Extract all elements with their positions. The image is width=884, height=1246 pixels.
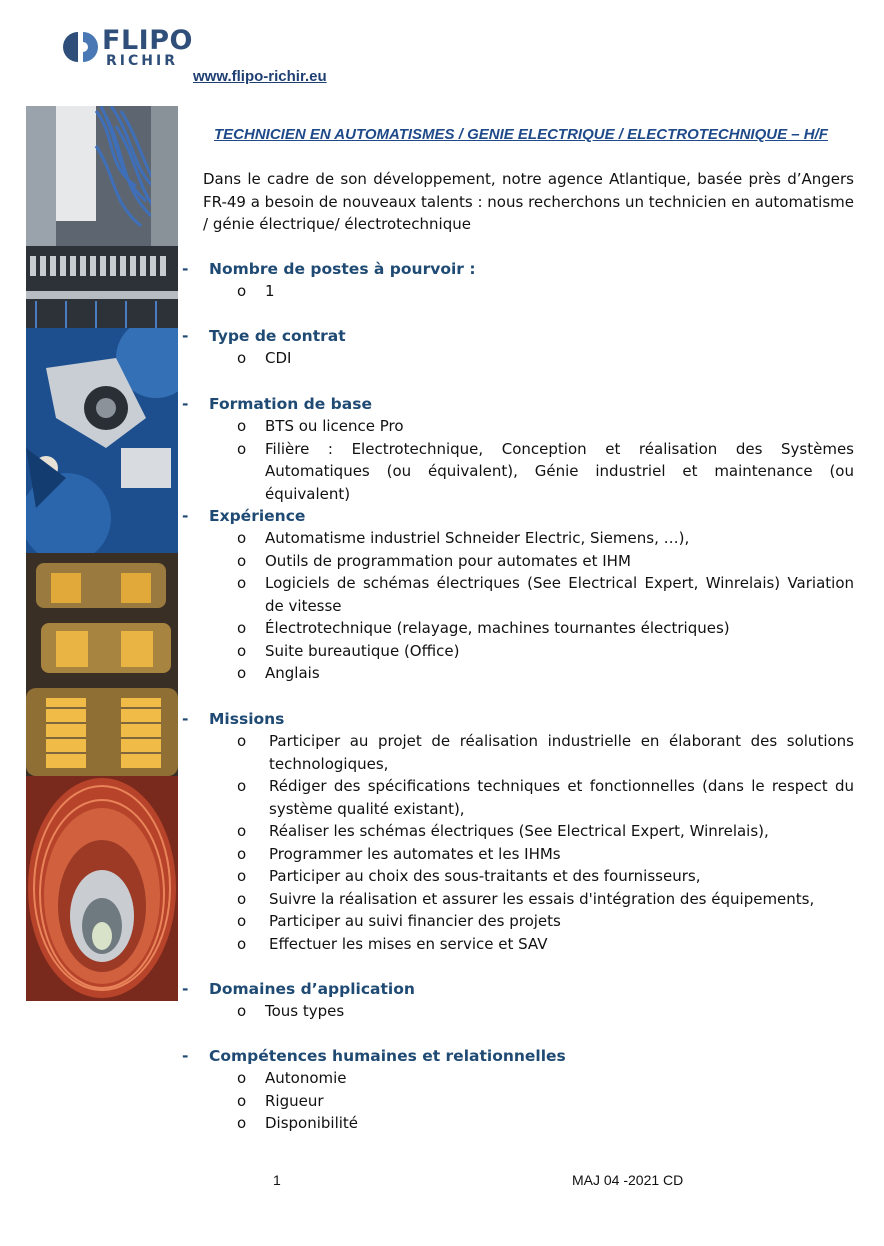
update-note: MAJ 04 -2021 CD (572, 1172, 684, 1188)
section-postes (182, 258, 854, 303)
stator-winding-image (26, 776, 178, 1001)
photo-strip (26, 106, 178, 1001)
list-item: o Automatisme industriel Schneider Electric, Siemens, …), (237, 529, 690, 547)
list-item: o Logiciels de schémas électriques (See Electrical Expert, Winrelais) Variation de vitesse (237, 574, 854, 615)
list-item: o 1 (237, 282, 275, 300)
logo-mark-icon (62, 28, 100, 66)
section-heading (182, 505, 854, 527)
list-item: o BTS ou licence Pro (237, 417, 404, 435)
section-heading (182, 978, 854, 1000)
section-heading (182, 258, 854, 280)
website-link[interactable]: www.flipo-richir.eu (193, 68, 327, 85)
page-number: 1 (273, 1172, 281, 1188)
list-item: o Réaliser les schémas électriques (See Electrical Expert, Winrelais), (237, 822, 769, 840)
item-list (182, 1000, 854, 1023)
dash-bullet: - (182, 1047, 189, 1065)
item-list (182, 730, 854, 955)
list-item: o Effectuer les mises en service et SAV (237, 934, 548, 953)
dash-bullet: - (182, 507, 189, 525)
dash-bullet: - (182, 395, 189, 413)
dash-bullet: - (182, 260, 189, 278)
list-item: o Outils de programmation pour automates et IHM (237, 551, 631, 570)
section-domaines (182, 978, 854, 1023)
list-item: o Disponibilité (237, 1114, 359, 1132)
dash-bullet: - (182, 710, 189, 728)
list-item: o Participer au choix des sous-traitants et des fournisseurs, (237, 867, 701, 885)
list-item: o Électrotechnique (relayage, machines tournantes électriques) (237, 619, 730, 637)
heading-label: Nombre de postes à pourvoir : (209, 260, 476, 278)
electrical-cabinet-image (26, 106, 178, 328)
section-competences (182, 1045, 854, 1135)
list-item: o Rédiger des spécifications techniques et fonctionnelles (dans le respect du système qualité existant), (237, 777, 854, 818)
dash-bullet: - (182, 980, 189, 998)
section-heading (182, 325, 854, 347)
item-list (182, 1067, 854, 1135)
list-item: o Rigueur (237, 1091, 324, 1110)
heading-label: Missions (209, 710, 285, 728)
intro-paragraph: Dans le cadre de son développement, notre agence Atlantique, basée près d’Angers FR-49 a besoin de nouveaux talents : nous recherchons un technicien en automatisme / génie électrique/ électrotechnique (203, 170, 854, 233)
list-item: o Autonomie (237, 1069, 347, 1087)
list-item: o Tous types (237, 1002, 345, 1020)
item-list (182, 347, 854, 370)
section-experience (182, 505, 854, 685)
heading-label: Expérience (209, 507, 306, 525)
heading-label: Formation de base (209, 395, 372, 413)
list-item: o Filière : Electrotechnique, Conception et réalisation des Systèmes Automatiques (ou équivalent), Génie industriel et maintenance (ou équivalent) (237, 439, 854, 503)
heading-label: Domaines d’application (209, 980, 415, 998)
copper-coil-image (26, 553, 178, 776)
list-item: o Participer au suivi financier des projets (237, 912, 561, 930)
section-contrat (182, 325, 854, 370)
list-item: o Programmer les automates et les IHMs (237, 844, 561, 863)
section-missions (182, 708, 854, 955)
list-item: o Suivre la réalisation et assurer les essais d'intégration des équipements, (237, 889, 815, 908)
list-item: o Suite bureautique (Office) (237, 641, 460, 660)
logo-subword: RICHIR (106, 53, 178, 69)
item-list (182, 527, 854, 685)
section-heading (182, 708, 854, 730)
logo-word: FLIPO (102, 25, 193, 56)
item-list (182, 415, 854, 505)
heading-label: Compétences humaines et relationnelles (209, 1047, 566, 1065)
item-list (182, 280, 854, 303)
job-title: TECHNICIEN EN AUTOMATISMES / GENIE ELECTRIQUE / ELECTROTECHNIQUE – H/F (214, 126, 828, 143)
machine-part-image (26, 328, 178, 553)
section-heading (182, 1045, 854, 1067)
section-formation (182, 393, 854, 505)
list-item: o CDI (237, 349, 292, 367)
list-item: o Participer au projet de réalisation industrielle en élaborant des solutions technologiques, (237, 732, 854, 773)
company-logo (62, 26, 202, 70)
heading-label: Type de contrat (209, 327, 346, 345)
dash-bullet: - (182, 327, 189, 345)
section-heading (182, 393, 854, 415)
list-item: o Anglais (237, 664, 320, 682)
